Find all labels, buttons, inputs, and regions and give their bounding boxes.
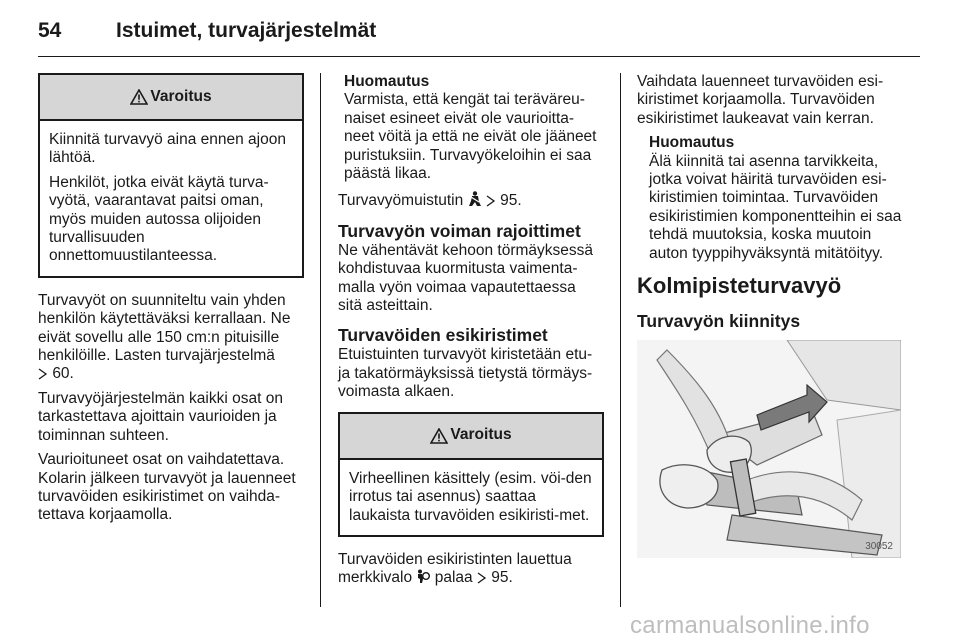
chapter-heading: Kolmipisteturvavyö <box>637 273 842 299</box>
paragraph-text: Turvavyömuistutin <box>338 192 464 210</box>
watermark: carmanualsonline.info <box>630 612 870 639</box>
warning-box <box>338 412 604 537</box>
seatbelt-reminder-icon <box>468 191 482 207</box>
warning-box <box>38 73 304 278</box>
figure-number: 30052 <box>865 541 893 552</box>
paragraph-text: palaa <box>434 569 473 587</box>
paragraph-text: Turvavyöt on suunniteltu vain yhden henkilön käytettäväksi kerrallaan. Ne eivät sovellu alle 150 cm:n pituisille henkilöille. Lasten turvajärjestelmä <box>38 291 291 365</box>
section-heading: Turvavöiden esikiristimet <box>338 325 548 346</box>
paragraph <box>38 292 304 384</box>
paragraph: Turvavyöjärjestelmän kaikki osat on tarkastettava ajoittain vaurioiden ja toiminnan suhteen. <box>38 389 283 444</box>
reference-page[interactable]: 95. <box>500 192 522 210</box>
paragraph: Etuistuinten turvavyöt kiristetään etu-ja takatörmäyksissä tietystä törmäys-voimasta alkaen. <box>338 346 593 401</box>
note-block <box>637 134 907 263</box>
paragraph <box>338 551 604 588</box>
column-3 <box>637 73 907 332</box>
paragraph: Vaurioituneet osat on vaihdatettava. Kolarin jälkeen turvavyöt ja lauenneet turvavöiden esikiristimet on vaihda-tettava korjaamolla. <box>38 451 296 524</box>
section-heading: Turvavyön kiinnitys <box>637 311 801 332</box>
seatbelt-drawing <box>637 340 901 558</box>
seatbelt-illustration <box>637 340 901 558</box>
warning-header <box>340 414 602 460</box>
warning-text-2: Henkilöt, jotka eivät käytä turva-vyötä, vaarantavat paitsi oman, myös muiden autossa olijoiden turvallisuuden onnettomuustilanteessa. <box>49 173 269 265</box>
column-divider-2 <box>620 73 621 607</box>
note-text: Älä kiinnitä tai asenna tarvikkeita, jotka voivat häiritä turvavöiden esi-kiristimien toimintaa. Turvavöiden esikiristimien komponentteihin ei saa tehdä muutoksia, koska muutoin auton tyyppihyväksyntä mitätöityy. <box>649 152 902 262</box>
warning-title: Varoitus <box>150 87 212 105</box>
warning-text-1: Kiinnitä turvavyö aina ennen ajoon lähtöä. <box>49 131 286 167</box>
page-number: 54 <box>38 19 62 42</box>
column-2 <box>338 73 604 594</box>
header-rule <box>38 56 920 57</box>
section-heading: Turvavyön voiman rajoittimet <box>338 220 581 241</box>
warning-triangle-icon <box>430 428 448 444</box>
column-1 <box>38 73 304 531</box>
warning-triangle-icon <box>130 89 148 105</box>
note-title: Huomautus <box>344 73 430 90</box>
page-title: Istuimet, turvajärjestelmät <box>116 19 377 42</box>
reference-arrow-icon <box>477 572 487 584</box>
warning-text: Virheellinen käsittely (esim. vöi-den irrotus tai asennus) saattaa laukaista turvavöiden esikiristi-met. <box>349 469 592 524</box>
paragraph: Ne vähentävät kehoon törmäyksessä kohdistuvaa kuormitusta vaimenta-malla vyön voimaa vapautettaessa sitä asteittain. <box>338 241 594 315</box>
reference-arrow-icon <box>38 368 48 380</box>
reference-arrow-icon <box>486 195 496 207</box>
paragraph: Vaihdata lauenneet turvavöiden esi-kiristimet korjaamolla. Turvavöiden esikiristimet laukeavat vain kerran. <box>637 73 884 127</box>
note-text: Varmista, että kengät tai teräväreu-naiset esineet eivät ole vaurioitta-neet vöitä ja että ne eivät ole jääneet puristuksiin. Turvavyökeloihin ei saa päästä likaa. <box>344 91 597 183</box>
reference-page[interactable]: 60. <box>52 365 74 383</box>
warning-header <box>40 75 302 121</box>
paragraph-text: Turvavöiden esikiristinten lauettua merkkivalo <box>338 550 572 587</box>
note-block <box>338 73 604 183</box>
warning-title: Varoitus <box>450 426 512 444</box>
note-title: Huomautus <box>649 134 735 152</box>
airbag-indicator-icon <box>416 569 430 584</box>
reference-page[interactable]: 95. <box>491 569 513 587</box>
paragraph <box>338 191 604 210</box>
column-divider-1 <box>320 73 321 607</box>
